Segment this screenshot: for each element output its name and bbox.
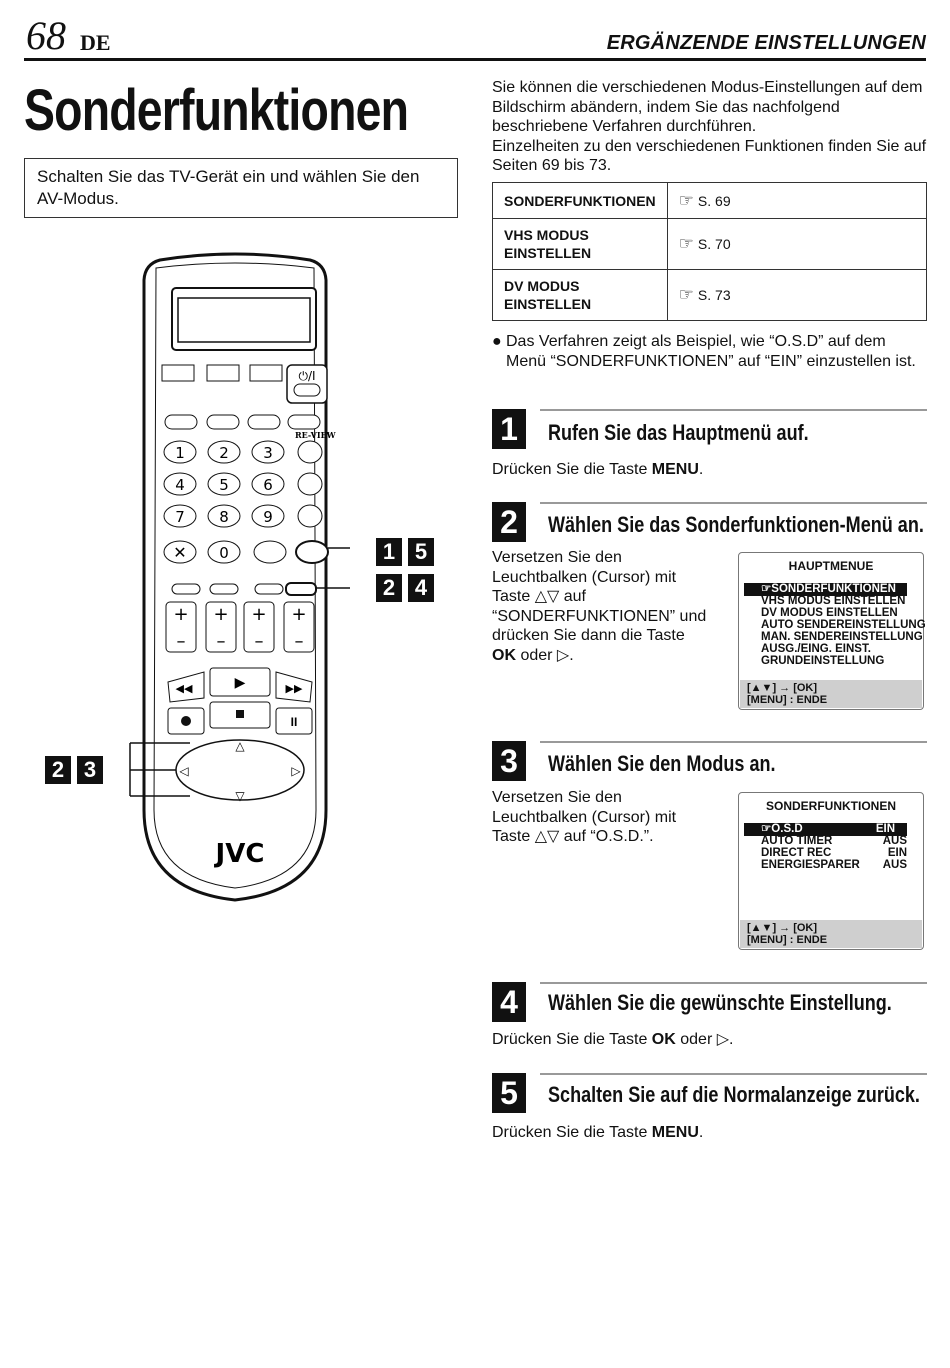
step-text: Versetzen Sie den Leuchtbalken (Cursor) mit Taste △▽ auf “O.S.D.”. [492, 789, 677, 845]
step-divider [540, 502, 927, 504]
step-number: 4 [492, 982, 526, 1022]
step-divider [540, 409, 927, 411]
table-row [493, 270, 927, 321]
osd-item: MAN. SENDEREINSTELLUNG [761, 631, 923, 643]
remote-top-button [250, 365, 282, 381]
callout-number: 5 [408, 538, 434, 566]
rewind-icon: ◀◀ [175, 683, 193, 695]
record-icon [181, 716, 191, 726]
power-icon: ⏻/I [298, 369, 316, 383]
table-cell-label: VHS MODUS EINSTELLEN [493, 219, 668, 270]
callout-number: 2 [45, 756, 71, 784]
osd-item: DV MODUS EINSTELLEN [761, 607, 898, 619]
svg-text:–: – [254, 631, 264, 652]
page-ref: S. 73 [697, 287, 731, 303]
osd-item: ENERGIESPARER AUS [761, 859, 907, 871]
step-text: Drücken Sie die Taste MENU. [492, 461, 704, 478]
svg-text:+: + [291, 604, 307, 625]
stop-icon [236, 710, 244, 718]
svg-text:3: 3 [263, 444, 273, 462]
step-text: Versetzen Sie den Leuchtbalken (Cursor) mit Taste △▽ auf “SONDERFUNKTIONEN” und drücken Sie dann die Taste OK oder ▷. [492, 549, 707, 664]
osd-item: DIRECT REC EIN [761, 847, 907, 859]
osd-footer [740, 920, 922, 948]
svg-text:9: 9 [263, 508, 273, 526]
pointing-hand-icon: ☞ [678, 234, 694, 253]
step-number: 3 [492, 741, 526, 781]
step-number: 2 [492, 502, 526, 542]
step-title: Schalten Sie auf die Normalanzeige zurück. [548, 1082, 920, 1107]
svg-text:4: 4 [175, 476, 185, 494]
svg-text:0: 0 [219, 544, 229, 562]
remote-top-button [162, 365, 194, 381]
remote-round-button [254, 541, 286, 563]
right-arrow-icon: ▷ [291, 764, 301, 778]
menu-button [296, 541, 328, 563]
table-row [493, 219, 927, 270]
pause-icon: II [290, 715, 298, 729]
svg-text:6: 6 [263, 476, 273, 494]
table-cell-label: DV MODUS EINSTELLEN [493, 270, 668, 321]
remote-round-button [298, 473, 322, 495]
reference-table [492, 182, 927, 321]
step-title: Wählen Sie das Sonderfunktionen-Menü an. [548, 512, 924, 537]
step-title: Wählen Sie den Modus an. [548, 751, 776, 776]
osd-footer-line: [▲▼] → [OK] [747, 682, 818, 694]
step-number: 5 [492, 1073, 526, 1113]
pointing-hand-icon: ☞ [678, 190, 694, 210]
osd-title: HAUPTMENUE [788, 559, 874, 573]
down-arrow-icon: ▽ [235, 789, 245, 803]
note-text: Das Verfahren zeigt als Beispiel, wie “O.S.D” auf dem Menü “SONDERFUNKTIONEN” auf “EIN” einzustellen ist. [506, 333, 916, 370]
table-cell-page [667, 219, 926, 270]
remote-oval-button [165, 415, 197, 429]
step-divider [540, 1073, 927, 1075]
table-cell-label: SONDERFUNKTIONEN [493, 183, 668, 219]
remote-small-button [172, 584, 200, 594]
intro-text [492, 78, 928, 176]
svg-text:–: – [294, 631, 304, 652]
callout-number: 1 [376, 538, 402, 566]
osd-item: VHS MODUS EINSTELLEN [761, 595, 906, 607]
svg-text:5: 5 [219, 476, 229, 494]
callout-number: 2 [376, 574, 402, 602]
table-row [493, 183, 927, 219]
remote-small-button [210, 584, 238, 594]
step-text: Drücken Sie die Taste MENU. [492, 1124, 704, 1141]
svg-text:+: + [213, 604, 229, 625]
svg-text:1: 1 [175, 444, 185, 462]
osd-item: AUTO SENDEREINSTELLUNG [761, 619, 926, 631]
svg-text:+: + [173, 604, 189, 625]
osd-item: AUTO TIMER AUS [761, 835, 907, 847]
page-language: DE [80, 30, 111, 55]
bullet-icon: ● [492, 333, 502, 350]
osd-footer-line: [MENU] : ENDE [747, 694, 828, 706]
osd-item: ☞SONDERFUNKTIONEN [744, 583, 907, 596]
table-cell-page [667, 270, 926, 321]
remote-oval-button [288, 415, 320, 429]
svg-text:–: – [216, 631, 226, 652]
remote-round-button [298, 505, 322, 527]
osd-footer-line: [▲▼] → [OK] [747, 922, 818, 934]
osd-title: SONDERFUNKTIONEN [765, 799, 896, 813]
left-arrow-icon: ◁ [179, 764, 189, 778]
play-icon: ▶ [234, 674, 246, 690]
intro-paragraph: Sie können die verschiedenen Modus-Einstellungen auf dem Bildschirm abändern, indem Sie das nachfolgend beschriebene Verfahren durchführen. [492, 79, 923, 135]
intro-box: Schalten Sie das TV-Gerät ein und wählen Sie den AV-Modus. [24, 158, 458, 218]
osd-item: GRUNDEINSTELLUNG [761, 655, 885, 667]
osd-footer-line: [MENU] : ENDE [747, 934, 828, 946]
step-divider [540, 741, 927, 743]
osd-item: ☞O.S.D EIN [744, 823, 907, 836]
step-number: 1 [492, 409, 526, 449]
step-divider [540, 982, 927, 984]
section-title: ERGÄNZENDE EINSTELLUNGEN [606, 32, 926, 54]
svg-text:7: 7 [175, 508, 185, 526]
remote-top-button [207, 365, 239, 381]
page-ref: S. 69 [697, 192, 731, 209]
svg-text:8: 8 [219, 508, 229, 526]
osd-footer [740, 680, 922, 708]
step-title: Wählen Sie die gewünschte Einstellung. [548, 990, 892, 1015]
pointing-hand-icon: ☞ [678, 285, 694, 304]
remote-control-illustration [120, 250, 350, 910]
remote-oval-button [207, 415, 239, 429]
page-ref: S. 70 [697, 236, 731, 252]
intro-paragraph: Einzelheiten zu den verschiedenen Funktionen finden Sie auf Seiten 69 bis 73. [492, 137, 927, 174]
step-title: Rufen Sie das Hauptmenü auf. [548, 420, 809, 445]
remote-oval-button [248, 415, 280, 429]
header-rule [24, 58, 926, 61]
osd-main-menu [738, 552, 924, 710]
svg-text:–: – [176, 631, 186, 652]
jvc-logo: JVC [215, 839, 265, 869]
osd-sonder-menu [738, 792, 924, 950]
remote-small-button [255, 584, 283, 594]
bullet-note [492, 332, 928, 371]
up-arrow-icon: △ [235, 739, 245, 753]
fast-forward-icon: ▶▶ [285, 683, 303, 695]
table-cell-page [667, 183, 926, 219]
cancel-icon: ✕ [173, 543, 187, 562]
callout-number: 3 [77, 756, 103, 784]
svg-text:+: + [251, 604, 267, 625]
remote-display-screen [178, 298, 310, 342]
remote-round-button [298, 441, 322, 463]
callout-number: 4 [408, 574, 434, 602]
ok-button [286, 583, 316, 595]
svg-text:2: 2 [219, 444, 229, 462]
page-number: 68 [26, 13, 66, 58]
remote-small-button [294, 384, 320, 396]
review-label: RE-VIEW [295, 430, 336, 440]
step-text: Drücken Sie die Taste OK oder ▷. [492, 1031, 734, 1048]
page-title: Sonderfunktionen [24, 78, 409, 143]
osd-item: AUSG./EING. EINST. [761, 643, 871, 655]
